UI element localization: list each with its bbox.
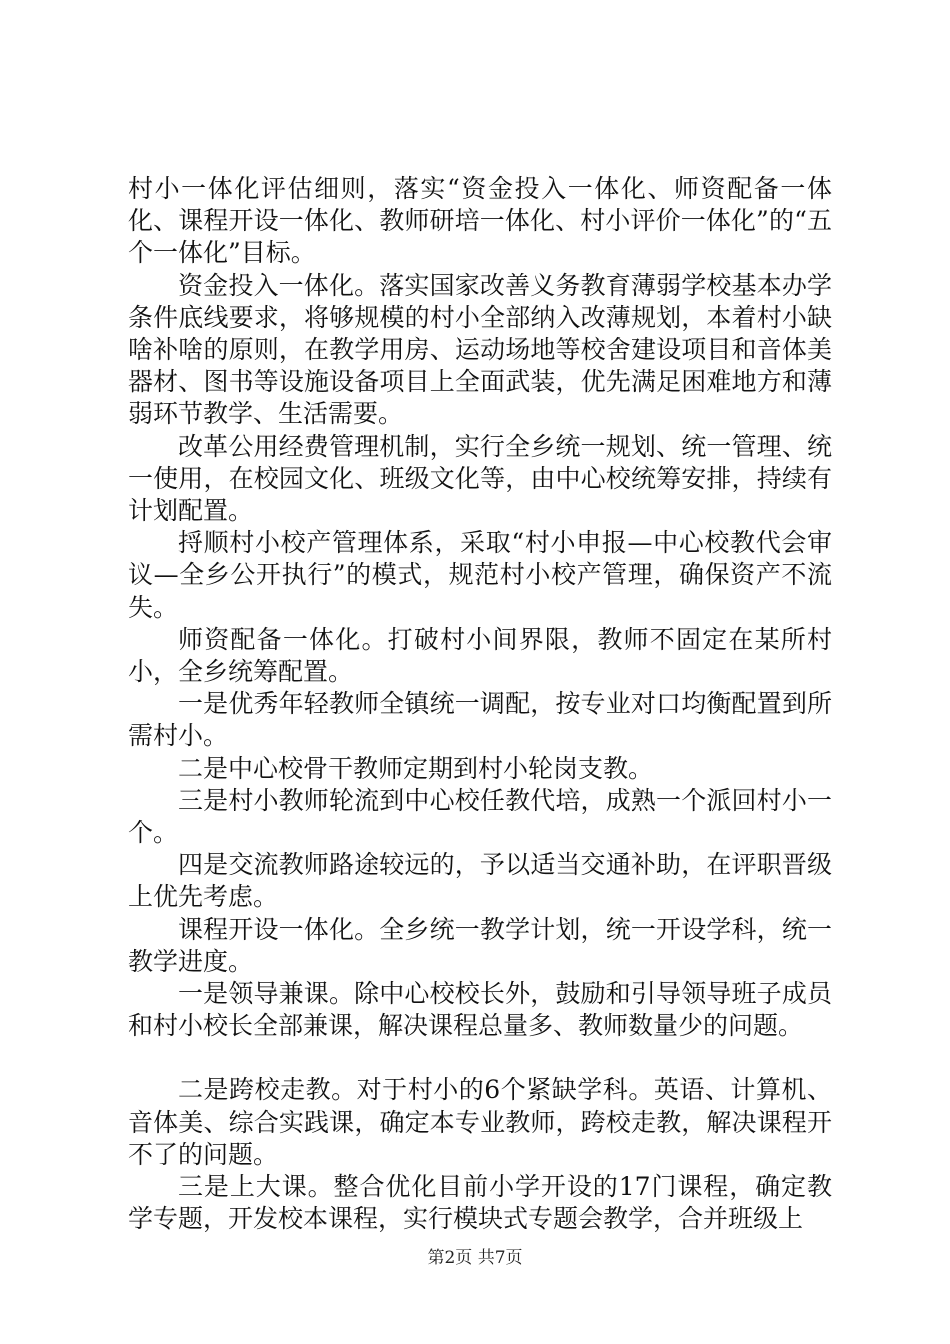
paragraph-leaders-teach: 一是领导兼课。除中心校校长外，鼓励和引导领导班子成员和村小校长全部兼课，解决课程总量多、教师数量少的问题。 [128, 979, 832, 1041]
paragraph-item-one: 一是优秀年轻教师全镇统一调配，按专业对口均衡配置到所需村小。 [128, 689, 832, 751]
paragraph-item-three: 三是村小教师轮流到中心校任教代培，成熟一个派回村小一个。 [128, 785, 832, 848]
paragraph-item-four: 四是交流教师路途较远的，予以适当交通补助，在评职晋级上优先考虑。 [128, 850, 832, 912]
paragraph-continued: 村小一体化评估细则，落实“资金投入一体化、师资配备一体化、课程开设一体化、教师研培一体化、村小评价一体化”的“五个一体化”目标。 [128, 174, 832, 268]
paragraph-curriculum: 课程开设一体化。全乡统一教学计划，统一开设学科，统一教学进度。 [128, 914, 832, 976]
paragraph-item-two: 二是中心校骨干教师定期到村小轮岗支教。 [178, 753, 654, 783]
paragraph-asset-management: 捋顺村小校产管理体系，采取“村小申报—中心校教代会审议—全乡公开执行”的模式，规范村小校产管理，确保资产不流失。 [128, 528, 832, 622]
paragraph-large-class: 三是上大课。整合优化目前小学开设的17门课程，确定教学专题，开发校本课程，实行模块式专题会教学，合并班级上 [128, 1172, 832, 1234]
paragraph-funding: 资金投入一体化。落实国家改善义务教育薄弱学校基本办学条件底线要求，将够规模的村小全部纳入改薄规划，本着村小缺啥补啥的原则，在教学用房、运动场地等校舍建设项目和音体美器材、图书等设施设备项目上全面武装，优先满足困难地方和薄弱环节教学、生活需要。 [128, 270, 832, 429]
document-body [128, 173, 832, 1236]
paragraph-cross-school: 二是跨校走教。对于村小的6个紧缺学科。英语、计算机、音体美、综合实践课，确定本专业教师，跨校走教，解决课程开不了的问题。 [128, 1075, 832, 1169]
paragraph-public-funds: 改革公用经费管理机制，实行全乡统一规划、统一管理、统一使用，在校园文化、班级文化等，由中心校统筹安排，持续有计划配置。 [128, 431, 832, 526]
paragraph-teacher-allocation: 师资配备一体化。打破村小间界限，教师不固定在某所村小，全乡统筹配置。 [128, 624, 832, 687]
page-number-footer: 第2页 共7页 [427, 1248, 523, 1268]
paragraph-gap [128, 1042, 832, 1074]
